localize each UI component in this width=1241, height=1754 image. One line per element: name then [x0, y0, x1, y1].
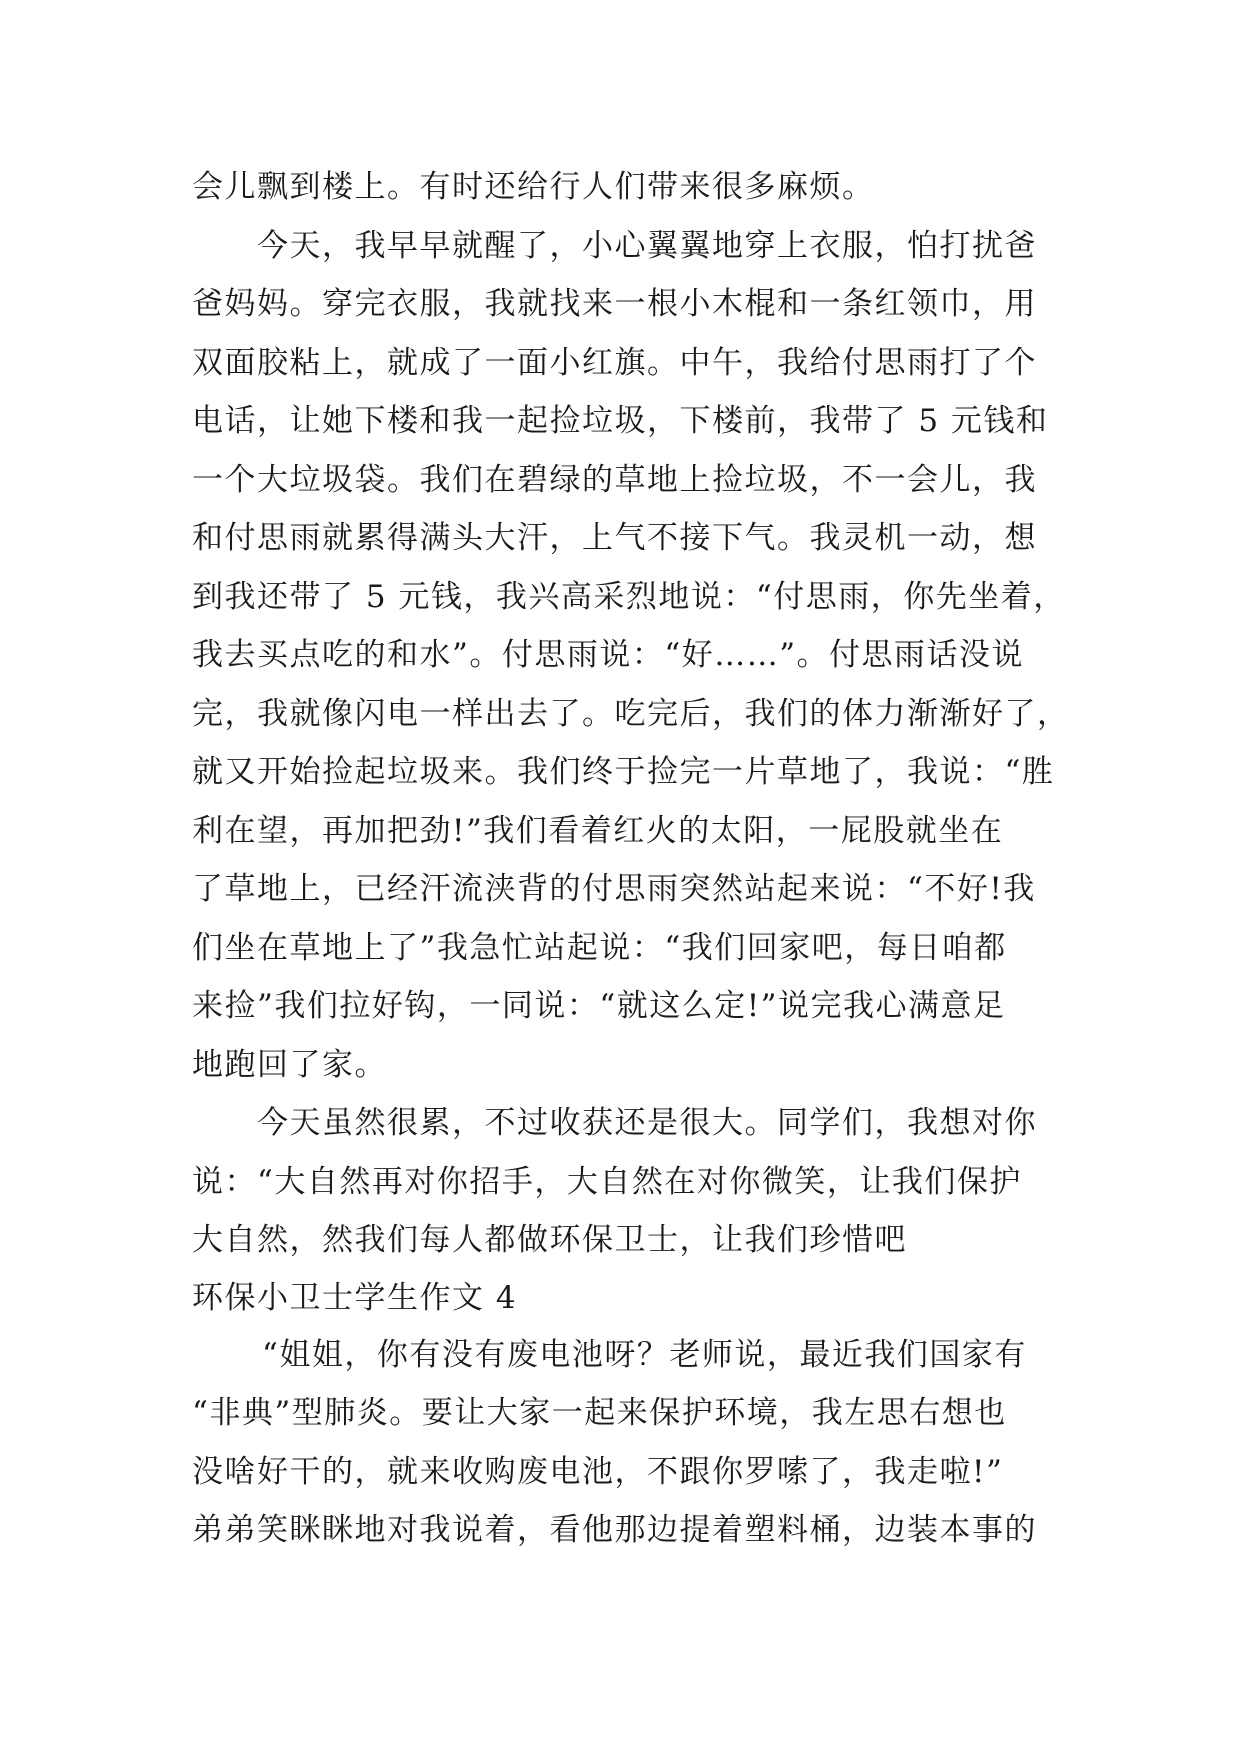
- text-line: 说：“大自然再对你招手，大自然在对你微笑，让我们保护: [192, 1163, 1022, 1200]
- text-line: 就又开始捡起垃圾来。我们终于捡完一片草地了，我说：“胜: [192, 754, 1055, 790]
- text-line: 没啥好干的，就来收购废电池，不跟你罗嗦了，我走啦!”: [192, 1453, 1004, 1490]
- text-line: 和付思雨就累得满头大汗，上气不接下气。我灵机一动，想: [192, 520, 1037, 556]
- text-line: 弟弟笑眯眯地对我说着，看他那边提着塑料桶，边装本事的: [192, 1512, 1037, 1548]
- paragraph-start-line: 今天虽然很累，不过收获还是很大。同学们，我想对你: [257, 1105, 1037, 1141]
- text-line: “非典”型肺炎。要让大家一起来保护环境，我左思右想也: [192, 1395, 1007, 1431]
- text-line: 爸妈妈。穿完衣服，我就找来一根小木棍和一条红领巾，用: [192, 286, 1037, 322]
- text-line: 了草地上，已经汗流浃背的付思雨突然站起来说：“不好!我: [192, 871, 1036, 907]
- text-line: 大自然，然我们每人都做环保卫士，让我们珍惜吧: [192, 1222, 907, 1258]
- text-line: 来捡”我们拉好钩，一同说：“就这么定!”说完我心满意足: [192, 988, 1006, 1024]
- text-line: 利在望，再加把劲!”我们看着红火的太阳，一屁股就坐在: [192, 812, 1004, 849]
- section-heading: 环保小卫士学生作文 4: [192, 1279, 518, 1316]
- paragraph-start-line: “姐姐，你有没有废电池呀？老师说，最近我们国家有: [262, 1336, 1027, 1373]
- text-line: 们坐在草地上了”我急忙站起说：“我们回家吧，每日咱都: [192, 929, 1007, 966]
- text-line: 我去买点吃的和水”。付思雨说：“好……”。付思雨话没说: [192, 637, 1025, 673]
- text-line: 地跑回了家。: [192, 1046, 387, 1083]
- text-line: 到我还带了 5 元钱，我兴高采烈地说：“付思雨，你先坐着，: [192, 578, 1066, 615]
- text-line: 双面胶粘上，就成了一面小红旗。中午，我给付思雨打了个: [192, 344, 1037, 381]
- text-line: 完，我就像闪电一样出去了。吃完后，我们的体力渐渐好了，: [192, 695, 1070, 732]
- paragraph-start-line: 今天，我早早就醒了，小心翼翼地穿上衣服，怕打扰爸: [257, 227, 1037, 264]
- text-line: 一个大垃圾袋。我们在碧绿的草地上捡垃圾，不一会儿，我: [192, 461, 1037, 498]
- text-line: 会儿飘到楼上。有时还给行人们带来很多麻烦。: [192, 169, 875, 205]
- document-page: [192, 158, 1070, 1560]
- text-line: 电话，让她下楼和我一起捡垃圾，下楼前，我带了 5 元钱和: [192, 403, 1049, 439]
